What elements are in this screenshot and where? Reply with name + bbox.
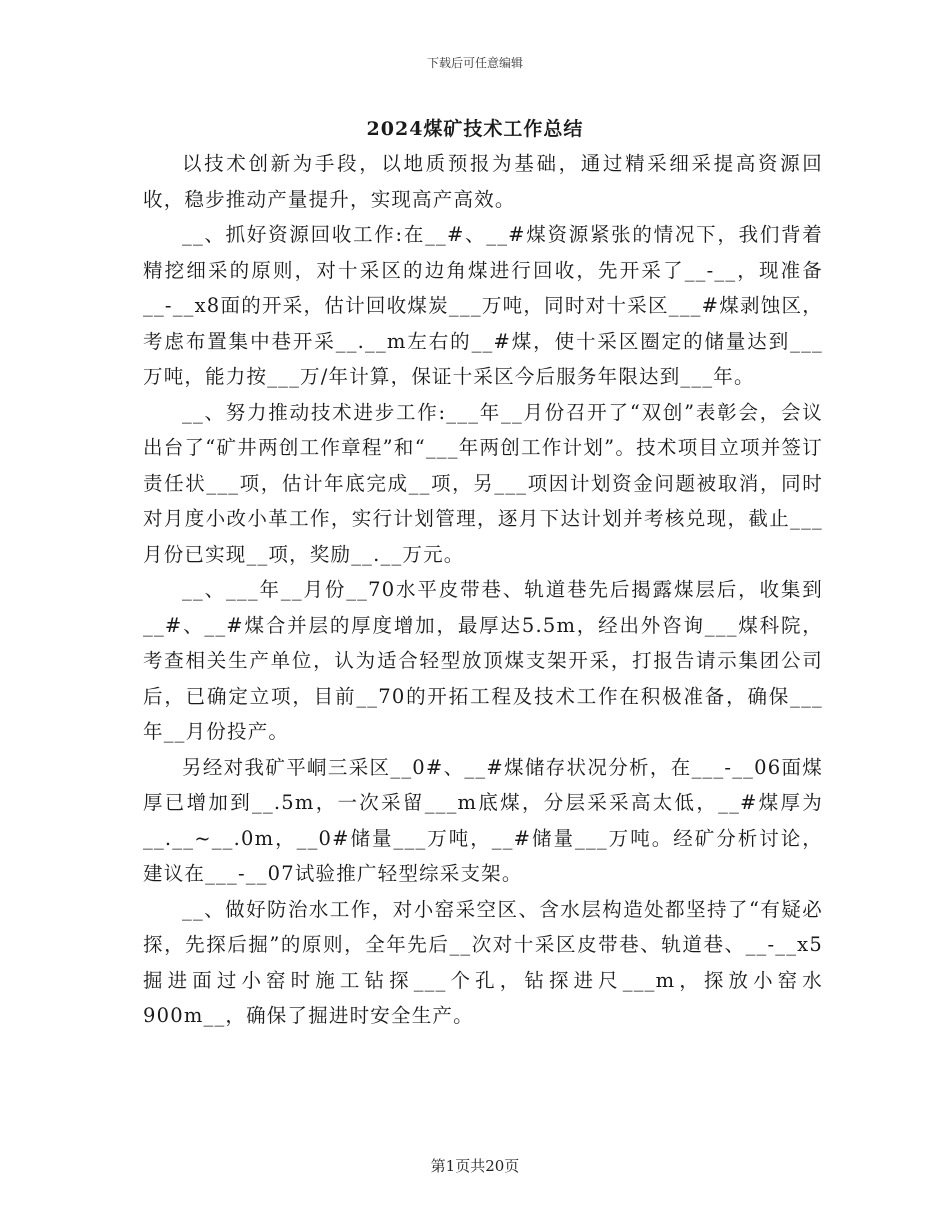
paragraph-water-control: __、做好防治水工作，对小窑采空区、含水层构造处都坚持了“有疑必探，先探后掘”的原则，全年先后__次对十采区皮带巷、轨道巷、__-__x5掘进面过小窑时施工钻探___个孔，钻探进尺___m，探放小窑水900m__，确保了掘进时安全生产。 [143, 897, 823, 1027]
page-number: 第1页共20页 [430, 1157, 520, 1175]
paragraph-belt-roadway: __、___年__月份__70水平皮带巷、轨道巷先后揭露煤层后，收集到__#、__#煤合并层的厚度增加，最厚达5.5m，经出外咨询___煤科院，考查相关生产单位，认为适合轻型放顶煤支架开采，打报告请示集团公司后，已确定立项，目前__70的开拓工程及技术工作在积极准备，确保___年__月份投产。 [143, 578, 823, 743]
document-title: 2024煤矿技术工作总结 [366, 118, 584, 140]
paragraph-intro: 以技术创新为手段，以地质预报为基础，通过精采细采提高资源回收，稳步推动产量提升，实现高产高效。 [143, 152, 823, 211]
paragraph-third-district: 另经对我矿平峒三采区__0#、__#煤储存状况分析，在___-__06面煤厚已增加到__.5m，一次采留___m底煤，分层采采高太低，__#煤厚为__.__~__.0m，__0#储量___万吨，__#储量___万吨。经矿分析讨论，建议在___-__07试验推广轻型综采支架。 [143, 755, 823, 885]
document-body [143, 146, 823, 1034]
paragraph-tech-progress: __、努力推动技术进步工作:___年__月份召开了“双创”表彰会，会议出台了“矿井两创工作章程”和“___年两创工作计划”。技术项目立项并签订责任状___项，估计年底完成__项，另___项因计划资金问题被取消，同时对月度小改小革工作，实行计划管理，逐月下达计划并考核兑现，截止___月份已实现__项，奖励__.__万元。 [143, 400, 823, 566]
header-note: 下载后可任意编辑 [426, 56, 523, 70]
paragraph-resource-recovery: __、抓好资源回收工作:在__#、__#煤资源紧张的情况下，我们背着精挖细采的原则，对十采区的边角煤进行回收，先开采了__-__，现准备__-__x8面的开采，估计回收煤炭___万吨，同时对十采区___#煤剥蚀区，考虑布置集中巷开采__.__m左右的__#煤，使十采区圈定的储量达到___万吨，能力按___万/年计算，保证十采区今后服务年限达到___年。 [143, 223, 823, 388]
